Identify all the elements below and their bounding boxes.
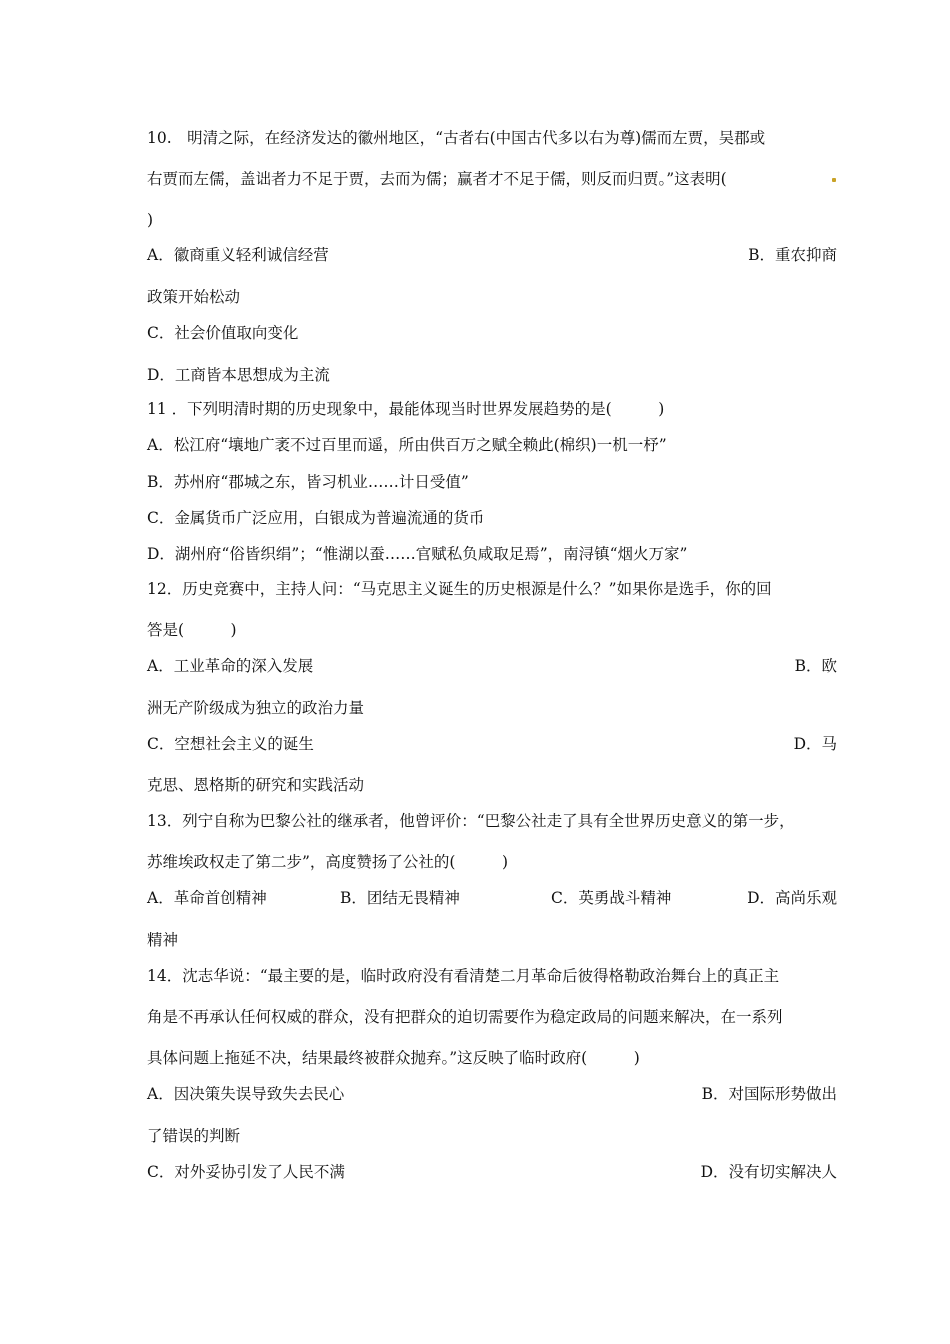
q14-stem-line1: 14．沈志华说：“最主要的是，临时政府没有看清楚二月革命后彼得格勒政治舞台上的真正主 [147, 967, 780, 985]
q14-option-a: A．因决策失误导致失去民心 [147, 1085, 345, 1103]
q11-option-b: B．苏州府“郡城之东，皆习机业……计日受值” [147, 473, 469, 491]
q12-option-d-cont: 克思、恩格斯的研究和实践活动 [147, 776, 365, 794]
q12-stem-line2: 答是( ) [147, 621, 237, 639]
q14-option-b: B．对国际形势做出 [701, 1085, 837, 1103]
q10-option-c: C．社会价值取向变化 [147, 324, 299, 342]
q10-stem-line3: ) [147, 211, 154, 229]
q13-option-b: B．团结无畏精神 [340, 889, 460, 907]
q10-stem-line1: 10. 明清之际，在经济发达的徽州地区，“古者右(中国古代多以右为尊)儒而左贾，吴郡或 [147, 129, 766, 147]
q10-option-a: A．徽商重义轻利诚信经营 [147, 246, 329, 264]
q12-option-a: A．工业革命的深入发展 [147, 657, 314, 675]
q10-option-b: B．重农抑商 [748, 246, 837, 264]
q12-option-c: C．空想社会主义的诞生 [147, 735, 314, 753]
q13-option-a: A．革命首创精神 [147, 889, 267, 907]
q12-option-d: D．马 [793, 735, 837, 753]
q14-stem-line2: 角是不再承认任何权威的群众，没有把群众的迫切需要作为稳定政局的问题来解决，在一系列 [147, 1008, 783, 1026]
highlight-mark-icon [832, 178, 836, 182]
q11-option-d: D．湖州府“俗皆织绢”；“惟湖以蚕……官赋私负咸取足焉”，南浔镇“烟火万家” [147, 545, 688, 563]
q12-option-b: B．欧 [794, 657, 837, 675]
q12-option-b-cont: 洲无产阶级成为独立的政治力量 [147, 699, 365, 717]
q13-option-c: C．英勇战斗精神 [551, 889, 672, 907]
q12-stem-line1: 12．历史竞赛中，主持人问：“马克思主义诞生的历史根源是什么？”如果你是选手，你的回 [147, 580, 772, 598]
q13-stem-line2: 苏维埃政权走了第二步”，高度赞扬了公社的( ) [147, 853, 509, 871]
q10-stem-line2: 右贾而左儒，盖诎者力不足于贾，去而为儒；赢者才不足于儒，则反而归贾。”这表明( [147, 170, 727, 188]
q11-option-a: A．松江府“壤地广袤不过百里而遥，所由供百万之赋全赖此(棉织)一机一杼” [147, 436, 667, 454]
q10-option-d: D．工商皆本思想成为主流 [147, 366, 330, 384]
q11-stem: 11 ．下列明清时期的历史现象中，最能体现当时世界发展趋势的是( ) [147, 400, 665, 418]
q13-option-d: D．高尚乐观 [747, 889, 837, 907]
q14-stem-line3: 具体问题上拖延不决，结果最终被群众抛弃。”这反映了临时政府( ) [147, 1049, 640, 1067]
q10-option-b-cont: 政策开始松动 [147, 288, 241, 306]
q13-stem-line1: 13．列宁自称为巴黎公社的继承者，他曾评价：“巴黎公社走了具有全世界历史意义的第一步， [147, 812, 795, 830]
q14-option-d: D．没有切实解决人 [700, 1163, 837, 1181]
q14-option-b-cont: 了错误的判断 [147, 1127, 241, 1145]
q13-option-d-cont: 精神 [147, 931, 179, 949]
q14-option-c: C．对外妥协引发了人民不满 [147, 1163, 345, 1181]
q11-option-c: C．金属货币广泛应用，白银成为普遍流通的货币 [147, 509, 485, 527]
